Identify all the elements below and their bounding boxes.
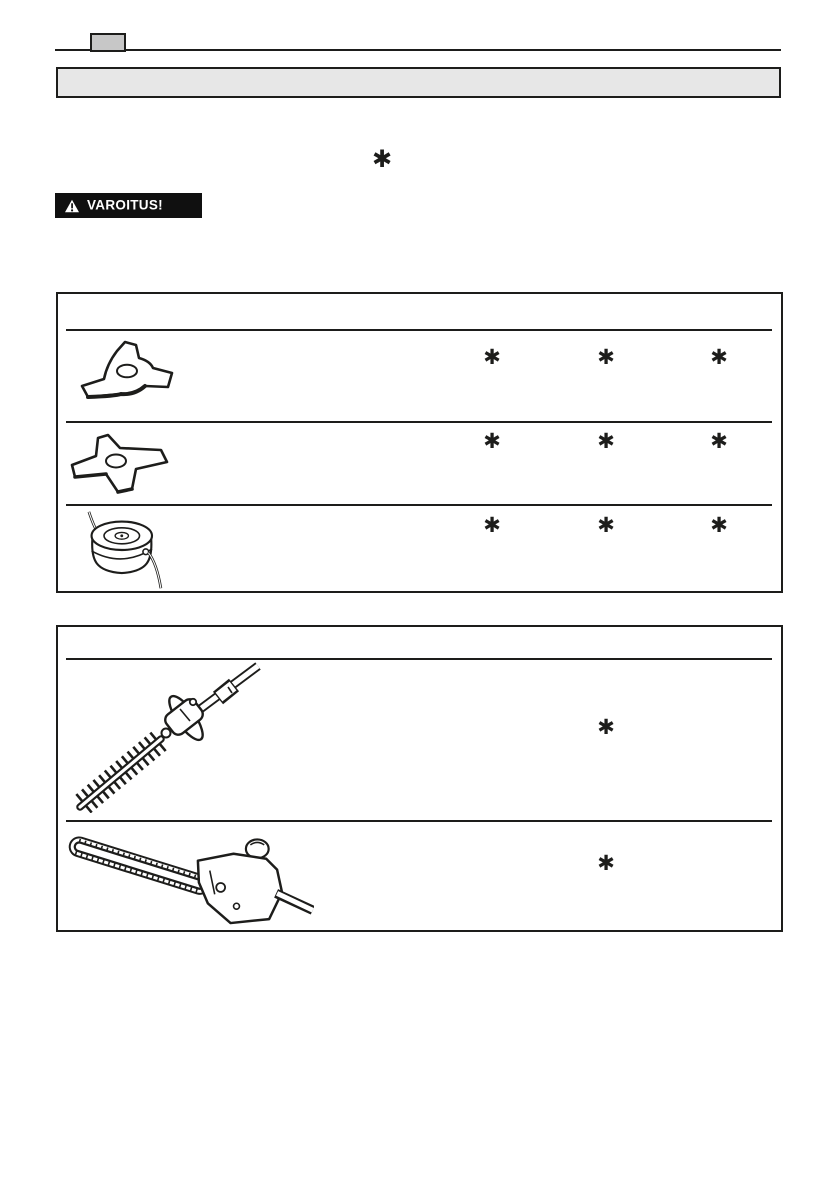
page-number-tab xyxy=(90,33,126,52)
compatibility-mark: ✱ xyxy=(710,429,728,453)
table1-header-rule xyxy=(66,329,772,331)
compatibility-mark: ✱ xyxy=(710,513,728,537)
compatibility-mark: ✱ xyxy=(597,513,615,537)
table1-row-separator-1 xyxy=(66,421,772,423)
four-tooth-grass-blade-icon xyxy=(68,430,178,503)
compatibility-mark: ✱ xyxy=(483,345,501,369)
warning-label xyxy=(55,193,202,218)
compatibility-mark: ✱ xyxy=(710,345,728,369)
warning-label-text: VAROITUS! xyxy=(87,197,163,213)
compatibility-mark: ✱ xyxy=(483,513,501,537)
table1-row-separator-2 xyxy=(66,504,772,506)
table2-row-separator xyxy=(66,820,772,822)
section-title-bar xyxy=(56,67,781,98)
header-rule xyxy=(55,49,781,51)
cutting-attachments-table xyxy=(56,292,783,593)
table2-header-rule xyxy=(66,658,772,660)
hedge-trimmer-attachment-icon xyxy=(62,661,267,818)
compatibility-mark: ✱ xyxy=(597,429,615,453)
compatibility-mark: ✱ xyxy=(597,345,615,369)
compatibility-mark: ✱ xyxy=(597,851,615,875)
warning-triangle-icon xyxy=(64,199,80,213)
pole-saw-attachment-icon xyxy=(62,831,314,933)
footnote-asterisk: ✱ xyxy=(371,145,393,173)
compatibility-mark: ✱ xyxy=(597,715,615,739)
trimmer-head-icon xyxy=(70,510,170,595)
pole-attachments-table xyxy=(56,625,783,932)
three-tooth-grass-blade-icon xyxy=(75,338,180,413)
compatibility-mark: ✱ xyxy=(483,429,501,453)
